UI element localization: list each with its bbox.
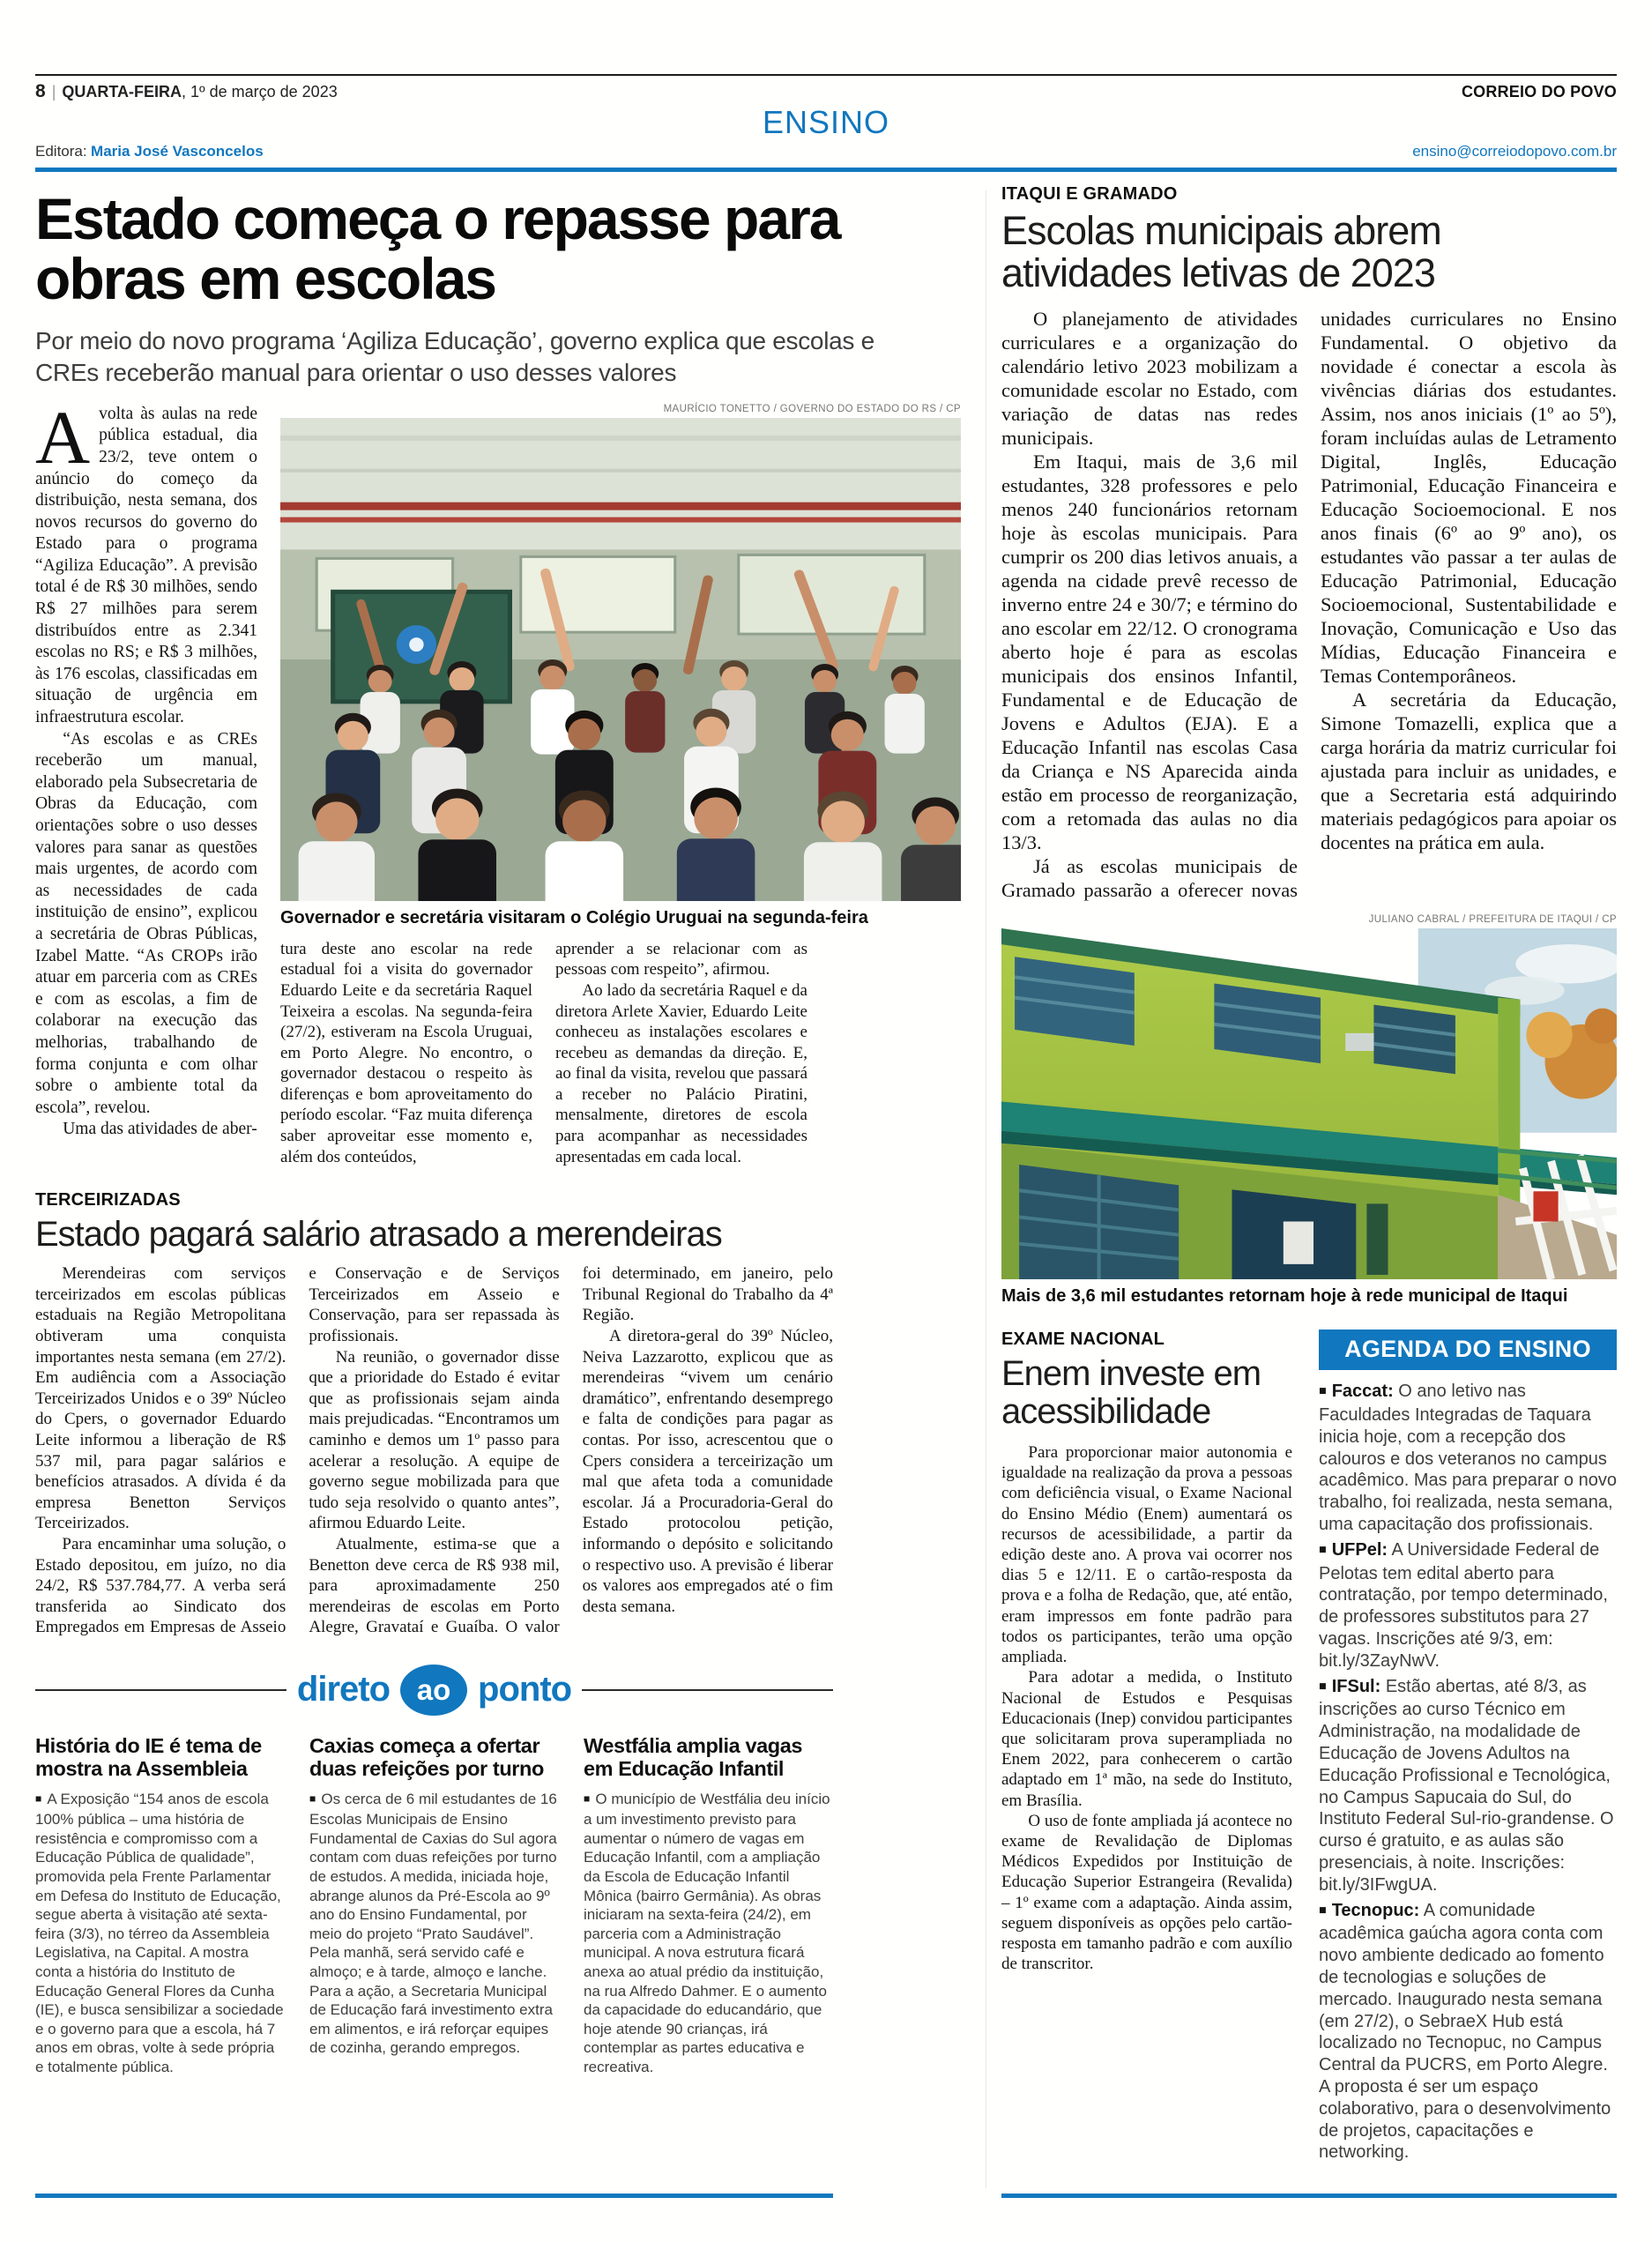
date-text: , 1º de março de 2023 [182,83,338,101]
square-bullet-icon: ■ [1319,1679,1327,1694]
mini-body [584,1790,833,2077]
main-photo-classroom-crowd [280,418,961,901]
square-bullet-icon: ■ [1319,1542,1327,1557]
mini-text: Os cerca de 6 mil estudantes de 16 Escolas Municipais de Ensino Fundamental de Caxias do Sul agora contam com duas refeições por turno de estudos. A medida, iniciada hoje, abrange alunos da Pré-Escola ao 9º ano do Ensino Fundamental, por meio do projeto “Prato Saudável”. Pela manhã, será servido café e almoço; e à tarde, almoço e lanche. Para a ação, a Secretaria Municipal de Educação fará investimento extra em alimentos, e irá reforçar equipes de cozinha, gerando empregos. [309,1790,557,2057]
enem-paragraph: O uso de fonte ampliada já acontece no exame de Revalidação de Diplomas Médicos Expedidos por Instituição de Educação Superior Estrangeira (Revalida) – 1º exame com a adaptação. Ainda assim, seguem disponíveis as opções pelo cartão-resposta em tamanho padrão e com auxílio de transcritor. [1001,1811,1292,1974]
ao-circle-badge: ao [400,1665,467,1716]
mini-body [309,1790,559,2058]
agenda-item-ifsul [1319,1676,1617,1896]
page-number: 8 [35,81,46,101]
agenda-item-name: UFPel: [1331,1539,1388,1560]
agenda-item-text: A Universidade Federal de Pelotas tem edital aberto para contratação, por tempo determinado, de professores substitutos para 27 vagas. Inscrições até 9/3, em: bit.ly/3ZayNwV. [1319,1539,1608,1671]
left-region [35,184,961,2167]
divider-line [35,1689,286,1691]
agenda-item-tecnopuc [1319,1900,1617,2164]
main-paragraph: Ao lado da secretária Raquel e da diretora Arlete Xavier, Eduardo Leite conheceu as instalações escolares e recebeu as demandas da direção. E, ao final da visita, revelou que passará a receber no Palácio Piratini, mensalmente, diretores de escola para acompanhar as necessidades apresentadas em cada local. [555,980,807,1166]
agenda-item-name: Faccat: [1331,1382,1394,1402]
main-photo-credit: MAURÍCIO TONETTO / GOVERNO DO ESTADO DO RS / CP [663,403,961,414]
direto-ao-ponto-divider [35,1665,833,1716]
enem-body [1001,1442,1292,1974]
mini-article-westfalia [584,1735,833,2077]
kicker-itaqui: ITAQUI E GRAMADO [1001,184,1178,204]
main-photo-caption: Governador e secretária visitaram o Colégio Uruguai na segunda-feira [280,907,868,927]
main-photo-block [280,404,961,1168]
itaqui-photo-credit: JULIANO CABRAL / PREFEITURA DE ITAQUI / CP [1368,914,1617,926]
article-enem [1001,1330,1292,2167]
itaqui-paragraph: A secretária da Educação, Simone Tomazelli, explica que a carga horária da matriz curricular foi ajustada para incluir as unidades, e que a Secretaria está adquirindo materiais pedagógicos para apoiar os docentes na prática em aula. [1321,689,1617,854]
square-bullet-icon: ■ [1319,1384,1327,1399]
mini-headline: Westfália amplia vagas em Educação Infantil [584,1733,803,1780]
direto-word: direto [296,1670,391,1709]
editor-label: Editora: [35,143,87,160]
main-paragraph: tura deste ano escolar na rede estadual foi a visita do governador Eduardo Leite e da secretária Raquel Teixeira a escolas. Na segunda-feira (27/2), estiveram na Escola Uruguai, em Porto Alegre. No encontro, o governador destacou o respeito às diferenças e bom aproveitamento do período escolar. “Faz muita diferença saber aproveitar esse momento e, além dos conteúdos, [280,939,532,1166]
main-paragraph: Uma das atividades de aber- [63,1120,257,1139]
terce-paragraph: Atualmente, estima-se que a Benetton deve cerca de R$ 938 mil, para aproximadamente 250 merendeiras de escolas em Porto Alegre, Gravataí e Guaíba. O valor foi determinado, em janeiro, pelo Tribunal Regional do Trabalho da 4ª Região. [309,1264,833,1637]
agenda-item-text: Estão abertas, até 8/3, as inscrições ao curso Técnico em Administração, na modalidade de Educação de Jovens Adultos na Educação Profissional e Tecnológica, no Campus Sapucaia do Sul, do Instituto Federal Sul-rio-grandense. O curso é gratuito, e as aulas são presenciais, à noite. Inscrições: bit.ly/3IFwgUA. [1319,1676,1614,1895]
terce-paragraph: Merendeiras com serviços terceirizados em escolas públicas estaduais na Região Metropolitana obtiveram uma conquista importantes nesta semana (em 27/2). Em audiência com a Associação Terceirizados Unidos e o 39º Núcleo do Cpers, o governador Eduardo Leite informou a liberação de R$ 537 mil, para pagar salários e benefícios atrasados. A dívida é da empresa Benetton Serviços Terceirizados. [35,1264,286,1533]
terceirizadas-body [35,1263,833,1638]
bottom-blue-rule-right [1001,2194,1617,2198]
agenda-items [1319,1381,1617,2164]
dateline [35,81,338,102]
kicker-enem: EXAME NACIONAL [1001,1330,1165,1350]
page-header [35,76,1617,102]
itaqui-photo-school-building [1001,928,1617,1279]
square-bullet-icon: ■ [35,1791,42,1805]
blue-rule [35,168,1617,172]
terce-paragraph: A diretora-geral do 39º Núcleo, Neiva Lazzarotto, explicou que as merendeiras “vivem um cenário dramático”, enfrentando desemprego e falta de condições para pagar as contas. Por isso, acrescentou que o Cpers considera a terceirização um mal que afeta toda a comunidade escolar. Já a Procuradoria-Geral do Estado protocolou petição, informando o depósito e solicitando o respectivo uso. A previsão é liberar os valores aos empregados até o fim desta semana. [582,1327,833,1616]
article-main [35,186,961,1167]
main-paragraph-text: volta às aulas na rede pública estadual, dia 23/2, teve ontem o anúncio do começo da distribuição, nesta semana, dos novos recursos do governo do Estado para o programa “Agiliza Educação”. A previsão total é de R$ 30 milhões, sendo R$ 27 milhões para serem distribuídos entre as 2.341 escolas no RS; e R$ 3 milhões, às 176 escolas, classificadas em situação de urgência em infraestrutura escolar. [35,404,257,727]
terce-paragraph: Para encaminhar uma solução, o Estado depositou, em juízo, no dia 24/2, R$ 537.784,77. A verba será transferida ao Sindicato dos Empregados em Empresas de Asseio e Conservação e de Serviços Terceirizados em Asseio e Conservação, para ser repassada às profissionais. [35,1264,560,1637]
itaqui-headline: Escolas municipais abrem atividades letivas de 2023 [1001,208,1441,296]
mini-headline: História do IE é tema de mostra na Assembleia [35,1733,262,1780]
enem-headline: Enem investe em acessibilidade [1001,1354,1261,1431]
mini-articles-row [35,1735,833,2077]
terce-paragraph: Na reunião, o governador disse que a prioridade do Estado é evitar que as profissionais sejam ainda mais prejudicadas. “Encontramos um caminho e demos um 1º passo para acelerar a resolução. A equipe de governo segue mobilizada para que tudo seja resolvido o quanto antes”, afirmou Eduardo Leite. [309,1347,560,1533]
enem-paragraph: Para adotar a medida, o Instituto Nacional de Estudos e Pesquisas Educacionais (Inep) convidou participantes que solicitaram prova superampliada no Enem 2022, para conhecerem o cartão adaptado em 1ª mão, na sede do Instituto, em Brasília. [1001,1668,1292,1810]
agenda-item-text: O ano letivo nas Faculdades Integradas de Taquara inicia hoje, com a recepção dos calouros e dos veteranos no campus acadêmico. Mas para preparar o novo trabalho, foi realizada, nesta semana, uma capacitação dos profissionais. [1319,1382,1617,1535]
enem-paragraph: Para proporcionar maior autonomia e igualdade na realização da prova a pessoas com deficiência visual, o Exame Nacional do Ensino Médio (Enem) aumentará os recursos de acessibilidade, a partir da edição deste ano. A prova vai ocorrer nos dias 5 e 12/11. E o cartão-resposta da prova e a folha de Redação, que, até então, eram impressos em fonte padrão para todos os participantes, terão uma opção ampliada. [1001,1443,1292,1667]
agenda-item-name: IFSul: [1331,1676,1381,1696]
editor-row [35,143,1617,160]
weekday: QUARTA-FEIRA [62,83,182,101]
article-itaqui [1001,184,1617,1307]
itaqui-body [1001,307,1617,902]
section-email-link[interactable]: ensino@correiodopovo.com.br [1412,143,1617,160]
main-column-2 [280,939,532,1168]
agenda-item-ufpel [1319,1539,1617,1672]
divider-line [582,1689,833,1691]
mini-article-ie [35,1735,285,2077]
main-paragraph: aprender a se relacionar com as pessoas com respeito”, afirmou. [555,939,807,979]
kicker-terceirizadas: TERCEIRIZADAS [35,1190,181,1210]
agenda-do-ensino [1319,1330,1617,2167]
agenda-item-faccat [1319,1381,1617,1536]
mini-text: A Exposição “154 anos de escola 100% pública – uma história de resistência e compromisso com a Educação Pública de qualidade”, promovida pela Frente Parlamentar em Defesa do Instituto de Educação, segue aberta à visitação até sexta-feira (3/3), no térreo da Assembleia Legislativa, na Capital. A mostra conta a história do Instituto de Educação General Flores da Cunha (IE), e busca sensibilizar a sociedade e o governo para que a escola, há 7 anos em obras, volte à sede própria e totalmente pública. [35,1790,284,2075]
section-title: ENSINO [762,104,890,140]
main-headline: Estado começa o repasse para obras em escolas [35,186,840,311]
square-bullet-icon: ■ [584,1791,591,1805]
itaqui-paragraph: Já as escolas municipais de Gramado passarão a oferecer novas unidades curriculares no Ensino Fundamental. O objetivo da novidade é conectar a escola às vivências diárias dos estudantes. Assim, nos anos iniciais (1º ao 5º), foram incluídas aulas de Letramento Digital, Inglês, Educação Patrimonial, Educação Financeira e Educação Socioemocional. E nos anos finais (6º ao 9º ano), os estudantes vão passar a ter aulas de Educação Patrimonial, Educação Socioemocional, Sustentabilidade e Inovação, Comunicação e Uso das Mídias, Educação Financeira e Temas Contemporâneos. [1001,308,1617,902]
separator: | [51,83,56,101]
agenda-item-name: Tecnopuc: [1331,1900,1420,1920]
main-column-3 [555,939,807,1168]
mini-headline: Caxias começa a ofertar duas refeições por turno [309,1733,544,1780]
main-paragraph [35,394,257,729]
mini-text: O município de Westfália deu início a um investimento previsto para aumentar o número de vagas em Educação Infantil, com a ampliação da Escola de Educação Infantil Mônica (bairro Germânia). As obras iniciaram na sexta-feira (24/2), em parceria com a Administração municipal. A nova estrutura ficará anexa ao atual prédio da instituição, na rua Alfredo Dahmer. E o aumento da capacidade do educandário, que hoje atende 90 crianças, irá contemplar as partes educativa e recreativa. [584,1790,830,2075]
article-terceirizadas [35,1190,833,1638]
itaqui-paragraph: Em Itaqui, mais de 3,6 mil estudantes, 328 professores e pelo menos 240 funcionários retornam hoje às escolas municipais. Para cumprir os 200 dias letivos anuais, a agenda na cidade prevê recesso de inverno entre 24 e 30/7; e término do ano escolar em 22/12. O cronograma aberto hoje é para as escolas municipais dos ensinos Infantil, Fundamental e de Educação de Jovens e Adultos (EJA). E a Educação Infantil nas escolas Casa da Criança e NS Aparecida ainda estão em processo de reorganização, com a retomada das aulas no dia 13/3. [1001,451,1298,854]
drop-cap: A [35,394,91,480]
square-bullet-icon: ■ [309,1791,316,1805]
mini-body [35,1790,285,2077]
bottom-blue-rule-left [35,2194,833,2198]
agenda-title-bar: AGENDA DO ENSINO [1319,1330,1617,1370]
square-bullet-icon: ■ [1319,1903,1327,1918]
main-paragraph: “As escolas e as CREs receberão um manual, elaborado pela Subsecretaria de Obras da Educação, com orientações sobre o uso desses valores para sanar as questões mais urgentes, de acordo com as necessidades de cada instituição de ensino”, explicou a secretária de Obras Públicas, Izabel Matte. “As CROPs irão atuar em parceria com as CREs e com as escolas, a fim de colaborar na execução das melhorias, trabalhando de forma conjunta e com olhar sobre o ambiente total da escola”, revelou. [35,729,257,1117]
terceirizadas-headline: Estado pagará salário atrasado a merendeiras [35,1215,722,1255]
main-deck: Por meio do novo programa ‘Agiliza Educação’, governo explica que escolas e CREs receberão manual para orientar o uso desses valores [35,326,874,387]
itaqui-photo-caption: Mais de 3,6 mil estudantes retornam hoje à rede municipal de Itaqui [1001,1286,1568,1307]
editor-name: Maria José Vasconcelos [91,143,264,160]
main-column-1 [35,394,257,1168]
right-region [1001,184,1617,2167]
itaqui-paragraph: O planejamento de atividades curriculares e a organização do calendário letivo 2023 mobilizam a comunidade escolar no Estado, com variação de datas nas redes municipais. [1001,308,1298,450]
ponto-word: ponto [478,1670,572,1709]
editor [35,143,264,160]
agenda-item-text: A comunidade acadêmica gaúcha agora conta com novo ambiente dedicado ao fomento de tecnologias e soluções de mercado. Inaugurado nesta semana (em 27/2), o SebraeX Hub está localizado no Tecnopuc, no Campus Central da PUCRS, em Porto Alegre. A proposta é ser um espaço colaborativo, para o desenvolvimento de projetos, capacitações e networking. [1319,1900,1611,2163]
mini-article-caxias [309,1735,559,2077]
newspaper-brand: CORREIO DO POVO [1461,83,1617,101]
